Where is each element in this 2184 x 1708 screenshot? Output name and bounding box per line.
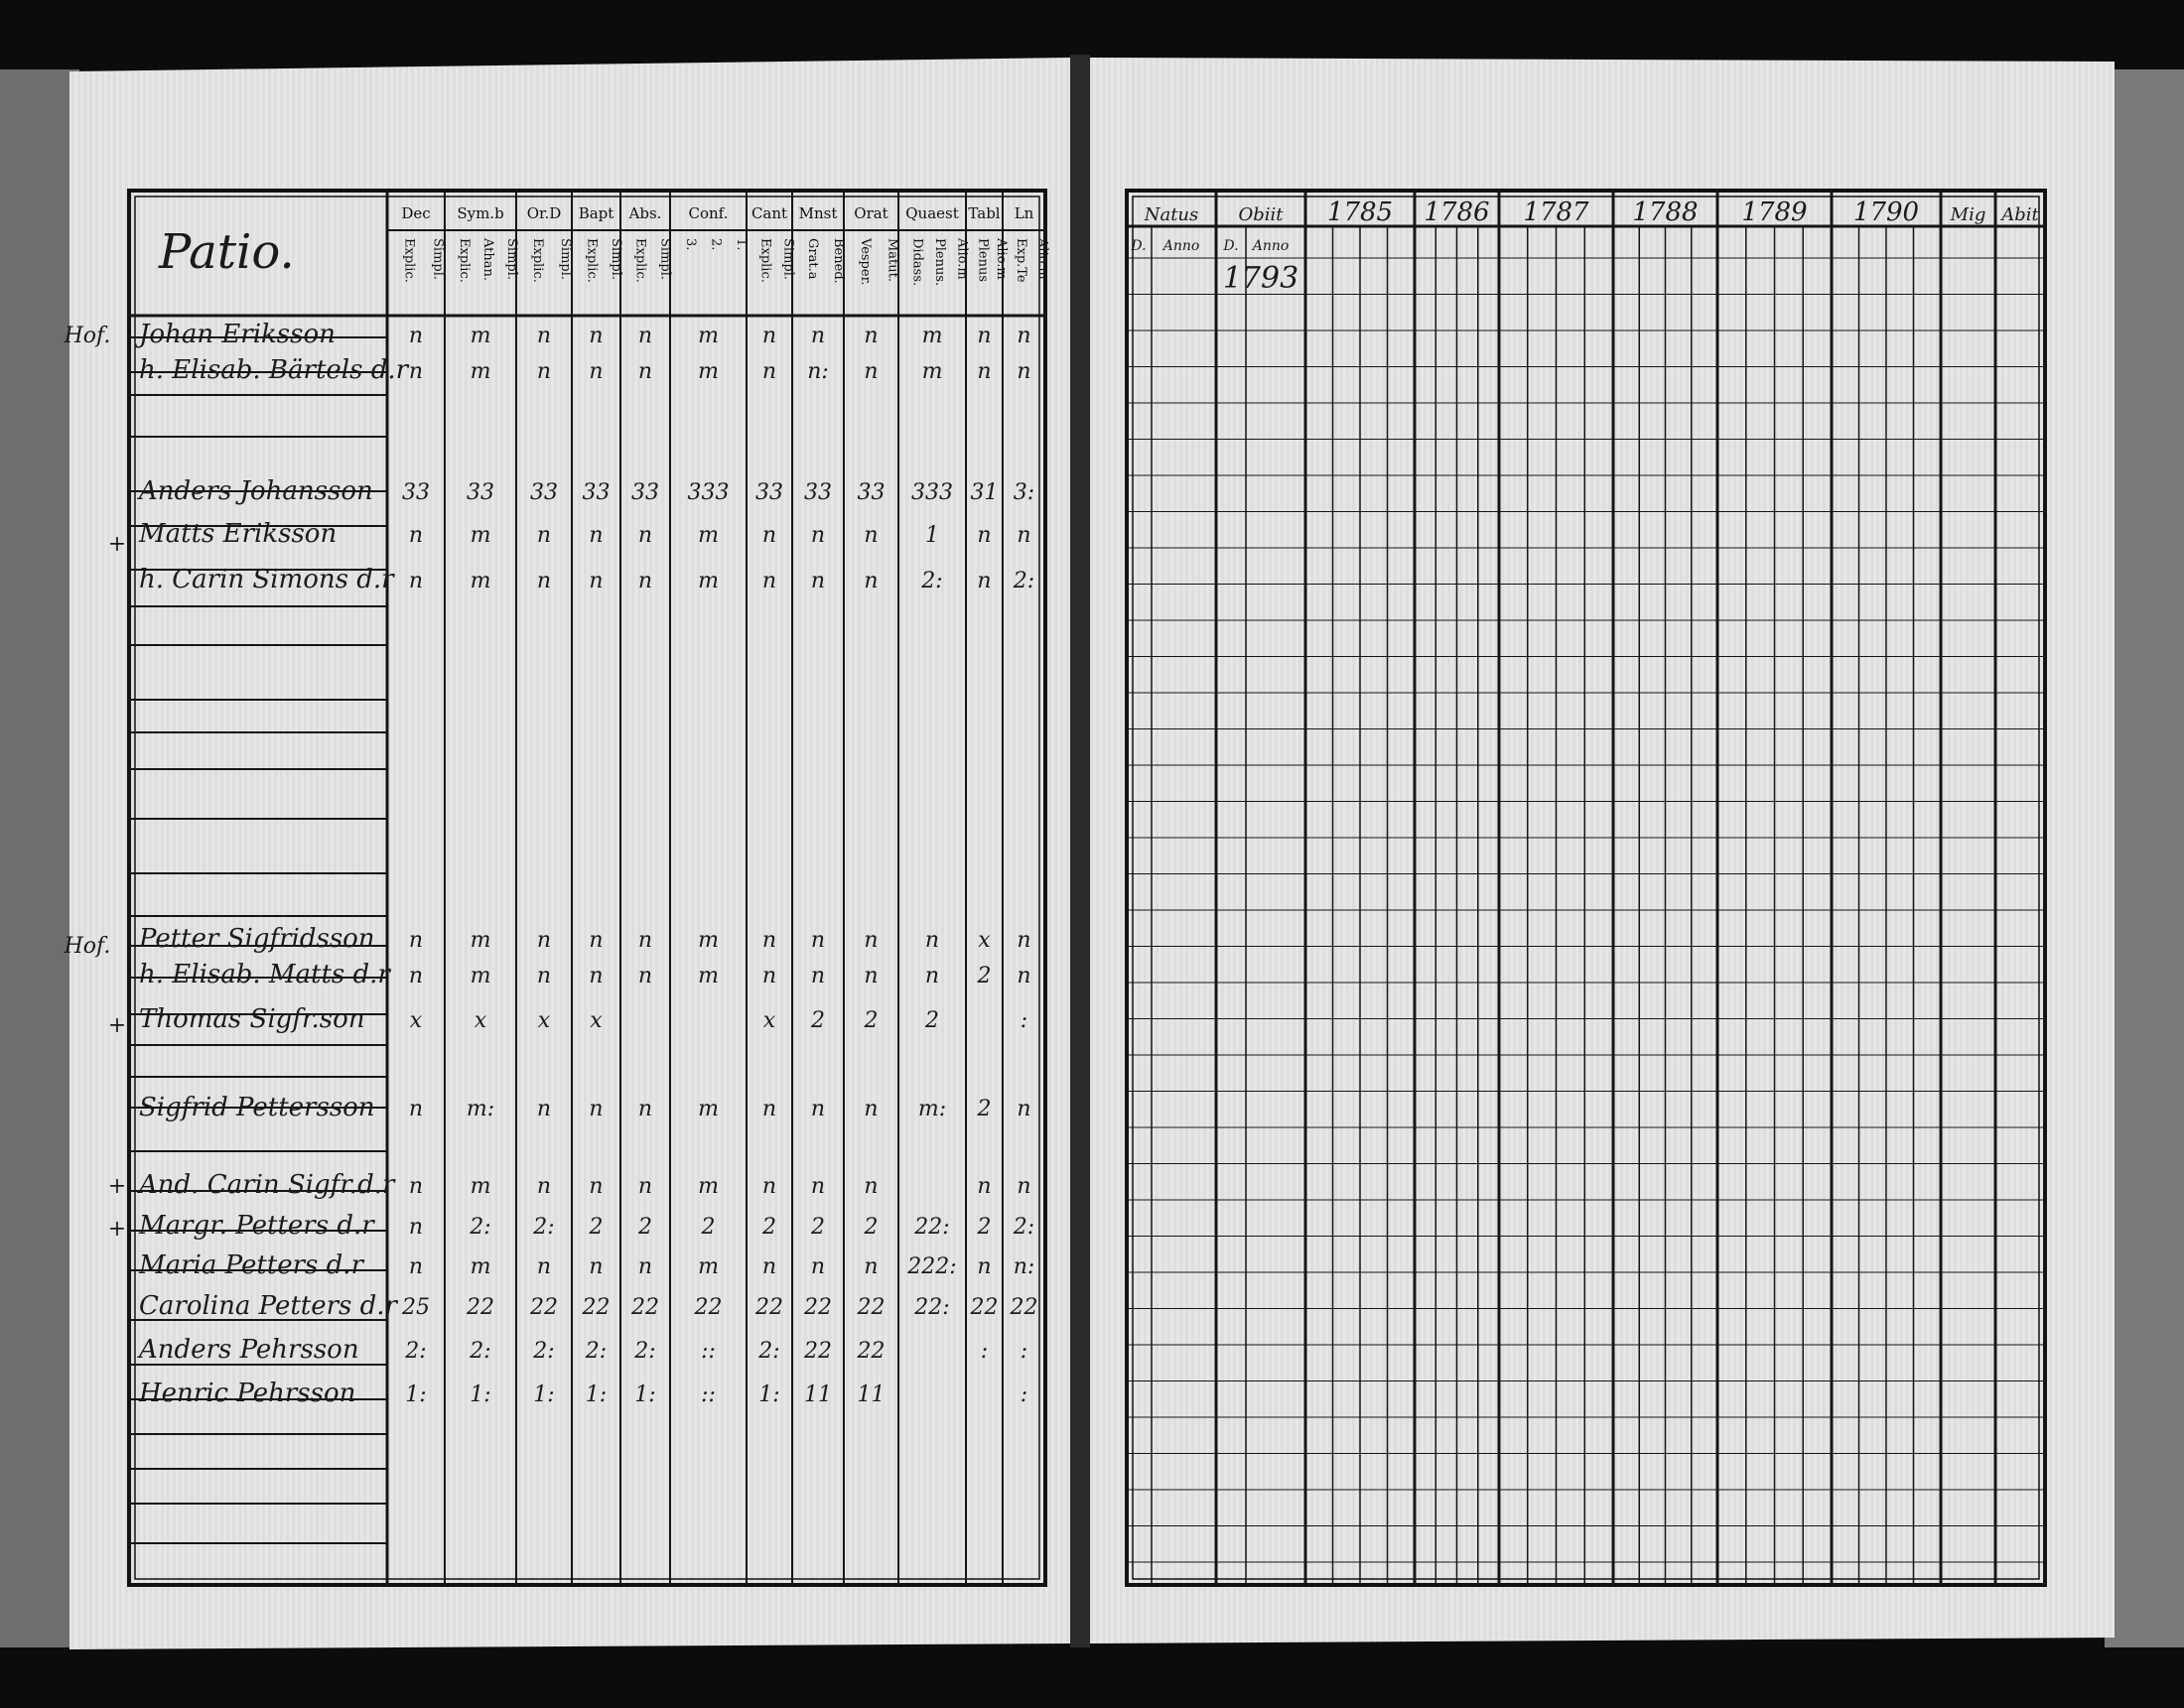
catechism-mark: n: [589, 928, 604, 953]
column-header: 1786: [1424, 197, 1490, 227]
catechism-mark: n: [810, 1174, 826, 1199]
catechism-mark: m: [470, 523, 491, 548]
catechism-mark: n: [408, 1215, 424, 1240]
catechism-mark: n: [761, 964, 777, 988]
catechism-mark: n: [977, 324, 992, 348]
catechism-mark: x: [409, 1008, 423, 1033]
column-subheader: Explic.: [401, 238, 417, 283]
catechism-mark: m: [698, 964, 719, 988]
catechism-mark: n: [536, 928, 552, 953]
catechism-mark: n: [589, 523, 604, 548]
obiit-year-note: 1793: [1222, 261, 1299, 296]
catechism-mark: n: [408, 1254, 424, 1279]
catechism-mark: 33: [755, 480, 783, 505]
left-page: [69, 58, 1070, 1649]
catechism-mark: 11: [804, 1382, 832, 1407]
catechism-mark: x: [474, 1008, 487, 1033]
catechism-mark: n: [1017, 1097, 1031, 1121]
column-subheader: Explic.: [632, 238, 648, 283]
catechism-mark: n: [1017, 359, 1031, 384]
catechism-mark: n: [637, 523, 653, 548]
catechism-mark: m: [698, 324, 719, 348]
catechism-mark: 22: [631, 1295, 659, 1320]
column-subheader: Alio.m: [993, 238, 1009, 280]
column-subheader: Explic.: [457, 238, 472, 283]
catechism-mark: n: [977, 523, 992, 548]
catechism-mark: ::: [701, 1382, 716, 1407]
column-subheader: Anno: [1162, 238, 1200, 254]
catechism-mark: n: [864, 1097, 879, 1121]
catechism-mark: 2:: [585, 1339, 608, 1364]
catechism-mark: n: [589, 964, 604, 988]
column-subheader: Plenus: [975, 238, 991, 283]
catechism-mark: n: [589, 1254, 604, 1279]
catechism-mark: 22: [582, 1295, 611, 1320]
catechism-mark: n: [536, 1174, 552, 1199]
column-subheader: Simpl.: [657, 238, 673, 281]
catechism-mark: 2:: [921, 569, 943, 593]
catechism-mark: :: [1020, 1339, 1028, 1364]
column-header: Conf.: [688, 204, 729, 222]
column-subheader: Simpl.: [504, 238, 519, 281]
catechism-mark: n: [1017, 964, 1031, 988]
catechism-mark: ::: [701, 1339, 716, 1364]
catechism-mark: 2: [977, 1215, 992, 1240]
catechism-mark: 22: [857, 1295, 886, 1320]
catechism-mark: n: [536, 1097, 552, 1121]
catechism-mark: m: [698, 928, 719, 953]
catechism-mark: 22: [694, 1295, 723, 1320]
person-name: Henric Pehrsson: [139, 1379, 356, 1408]
catechism-mark: x: [762, 1008, 776, 1033]
person-name: Thomas Sigfr.son: [139, 1004, 365, 1034]
catechism-mark: 22: [857, 1339, 886, 1364]
catechism-mark: m: [921, 359, 943, 384]
column-header: Sym.b: [457, 204, 504, 222]
catechism-mark: n: [977, 1174, 992, 1199]
catechism-mark: :: [1020, 1008, 1028, 1033]
catechism-mark: n: [761, 324, 777, 348]
catechism-mark: 3:: [1013, 480, 1035, 505]
catechism-mark: 33: [582, 480, 611, 505]
person-name: Anders Johansson: [139, 476, 373, 506]
catechism-mark: 25: [402, 1295, 430, 1320]
catechism-mark: 22:: [914, 1295, 950, 1320]
catechism-mark: 1:: [758, 1382, 780, 1407]
column-subheader: D.: [1223, 238, 1239, 254]
catechism-mark: n: [924, 928, 940, 953]
catechism-mark: n: [637, 569, 653, 593]
column-subheader: 3.: [682, 238, 698, 251]
column-header: Cant: [751, 204, 788, 222]
catechism-mark: n: [637, 964, 653, 988]
column-header: Abit: [2001, 204, 2039, 225]
catechism-mark: 2: [762, 1215, 776, 1240]
catechism-mark: m: [698, 1097, 719, 1121]
column-header: 1788: [1632, 197, 1699, 227]
column-header: Dec: [401, 204, 431, 222]
catechism-mark: n: [536, 523, 552, 548]
catechism-mark: 333: [911, 480, 953, 505]
column-subheader: Didass.: [909, 238, 925, 287]
catechism-mark: n: [408, 523, 424, 548]
catechism-mark: n: [864, 523, 879, 548]
catechism-mark: n: [761, 1254, 777, 1279]
catechism-mark: m: [698, 569, 719, 593]
catechism-mark: 2: [864, 1008, 879, 1033]
catechism-mark: 22: [467, 1295, 494, 1320]
catechism-mark: 22:: [914, 1215, 950, 1240]
catechism-mark: n: [810, 1097, 826, 1121]
catechism-mark: 22: [755, 1295, 783, 1320]
catechism-mark: 33: [402, 480, 430, 505]
catechism-mark: 1:: [533, 1382, 555, 1407]
column-subheader: Exp.Te: [1013, 238, 1028, 283]
catechism-mark: 333: [687, 480, 730, 505]
catechism-mark: n: [864, 359, 879, 384]
catechism-mark: n: [637, 1097, 653, 1121]
catechism-mark: n: [589, 359, 604, 384]
catechism-mark: 2: [811, 1215, 825, 1240]
column-header: 1790: [1852, 197, 1920, 227]
person-name: Anders Pehrsson: [139, 1335, 359, 1365]
catechism-mark: n: [408, 964, 424, 988]
column-header: Ln: [1014, 204, 1034, 222]
catechism-mark: n: [810, 523, 826, 548]
catechism-mark: n: [924, 964, 940, 988]
person-name: Maria Petters d.r: [139, 1250, 364, 1280]
catechism-mark: 1:: [634, 1382, 656, 1407]
catechism-mark: 2: [925, 1008, 939, 1033]
catechism-mark: n: [589, 324, 604, 348]
catechism-mark: n: [864, 964, 879, 988]
catechism-mark: x: [590, 1008, 603, 1033]
catechism-mark: n: [810, 964, 826, 988]
catechism-mark: 2: [589, 1215, 604, 1240]
catechism-mark: n: [408, 1174, 424, 1199]
column-header: Mig: [1950, 204, 1986, 225]
margin-note: +: [107, 1174, 127, 1199]
catechism-mark: 2:: [1013, 1215, 1035, 1240]
column-subheader: Explic.: [530, 238, 545, 283]
catechism-mark: 2: [811, 1008, 825, 1033]
catechism-mark: n: [536, 1254, 552, 1279]
column-subheader: 2.: [708, 238, 724, 251]
right-page-edge: [2105, 69, 2184, 1647]
catechism-mark: 33: [857, 480, 886, 505]
catechism-mark: n: [1017, 928, 1031, 953]
column-subheader: Alio.m: [1034, 238, 1050, 280]
catechism-mark: 31: [970, 480, 999, 505]
column-header: Abs.: [628, 204, 662, 222]
catechism-mark: 33: [530, 480, 558, 505]
person-name: h. Carin Simons d.r: [139, 565, 394, 594]
catechism-mark: 2:: [1013, 569, 1035, 593]
margin-note: +: [107, 532, 127, 557]
column-header: Orat: [854, 204, 888, 222]
catechism-mark: n: [761, 928, 777, 953]
catechism-mark: n: [864, 1254, 879, 1279]
catechism-mark: n: [637, 928, 653, 953]
catechism-mark: n: [408, 359, 424, 384]
column-subheader: Simpl.: [430, 238, 446, 281]
column-header: Bapt: [578, 204, 614, 222]
person-name: h. Elisab. Bärtels d.r: [139, 355, 409, 385]
catechism-mark: n: [864, 928, 879, 953]
catechism-mark: 1:: [585, 1382, 608, 1407]
catechism-mark: m:: [466, 1097, 495, 1121]
catechism-mark: 2:: [470, 1339, 491, 1364]
person-name: Johan Eriksson: [139, 320, 336, 349]
catechism-mark: m: [698, 1174, 719, 1199]
catechism-mark: m: [698, 523, 719, 548]
person-name: h. Elisab. Matts d.r: [139, 960, 390, 989]
catechism-mark: n: [589, 1097, 604, 1121]
catechism-mark: 2: [977, 1097, 992, 1121]
catechism-mark: n: [408, 569, 424, 593]
catechism-mark: 11: [857, 1382, 886, 1407]
column-header: Obiit: [1238, 204, 1284, 225]
column-subheader: Simpl.: [608, 238, 623, 281]
catechism-mark: 22: [970, 1295, 999, 1320]
catechism-mark: m: [470, 928, 491, 953]
catechism-mark: n: [637, 324, 653, 348]
catechism-mark: n: [810, 569, 826, 593]
catechism-mark: n: [589, 1174, 604, 1199]
column-subheader: Anno: [1252, 238, 1290, 254]
column-header: Mnst: [798, 204, 838, 222]
column-header: Quaest: [905, 204, 959, 222]
catechism-mark: n: [761, 523, 777, 548]
catechism-mark: 33: [804, 480, 832, 505]
column-subheader: Explic.: [584, 238, 600, 283]
catechism-mark: n: [536, 964, 552, 988]
catechism-mark: n: [761, 359, 777, 384]
catechism-mark: n: [408, 928, 424, 953]
catechism-mark: 2:: [405, 1339, 427, 1364]
person-name: And. Carin Sigfr.d.r: [139, 1170, 395, 1200]
catechism-mark: 222:: [907, 1254, 957, 1279]
gutter: [1070, 55, 1090, 1647]
column-subheader: Matut.: [885, 238, 900, 283]
margin-note: +: [107, 1013, 127, 1038]
left-page-edge: [0, 69, 79, 1647]
column-header: Natus: [1144, 204, 1199, 225]
catechism-mark: 22: [804, 1295, 832, 1320]
catechism-mark: 2: [701, 1215, 716, 1240]
catechism-mark: n:: [807, 359, 829, 384]
catechism-mark: m: [470, 1254, 491, 1279]
catechism-mark: m: [470, 324, 491, 348]
person-name: Margr. Petters d.r: [139, 1211, 374, 1241]
catechism-mark: n: [536, 359, 552, 384]
column-header: 1785: [1326, 197, 1394, 227]
catechism-mark: n: [637, 359, 653, 384]
catechism-mark: m: [921, 324, 943, 348]
catechism-mark: n: [408, 324, 424, 348]
catechism-mark: n: [864, 569, 879, 593]
catechism-mark: n: [977, 359, 992, 384]
column-subheader: Simpl.: [780, 238, 796, 281]
catechism-mark: :: [980, 1339, 989, 1364]
catechism-mark: m: [470, 964, 491, 988]
catechism-mark: n: [637, 1254, 653, 1279]
catechism-mark: m:: [917, 1097, 947, 1121]
catechism-mark: x: [978, 928, 991, 953]
catechism-mark: n: [761, 1097, 777, 1121]
catechism-mark: n: [536, 569, 552, 593]
catechism-mark: n: [864, 324, 879, 348]
column-subheader: D.: [1131, 238, 1147, 254]
catechism-mark: n: [810, 1254, 826, 1279]
catechism-mark: n: [408, 1097, 424, 1121]
catechism-mark: n: [637, 1174, 653, 1199]
catechism-mark: n: [1017, 1174, 1031, 1199]
person-name: Matts Eriksson: [139, 519, 338, 549]
page-title: Patio.: [159, 224, 295, 280]
catechism-mark: n:: [1013, 1254, 1035, 1279]
catechism-mark: n: [589, 569, 604, 593]
catechism-mark: n: [1017, 523, 1031, 548]
column-subheader: Alio.m: [954, 238, 970, 280]
catechism-mark: 22: [1010, 1295, 1038, 1320]
catechism-mark: n: [761, 569, 777, 593]
catechism-mark: 2: [977, 964, 992, 988]
catechism-mark: 2:: [533, 1339, 555, 1364]
column-header: 1787: [1523, 197, 1589, 227]
column-subheader: Simpl.: [558, 238, 573, 281]
catechism-mark: 33: [631, 480, 659, 505]
column-subheader: Grat.a: [805, 238, 820, 280]
column-subheader: Explic.: [757, 238, 773, 283]
person-name: Sigfrid Pettersson: [139, 1093, 375, 1122]
column-header: Or.D: [526, 204, 562, 222]
margin-note: +: [107, 1217, 127, 1242]
catechism-mark: n: [536, 324, 552, 348]
margin-note: Hof.: [64, 934, 111, 959]
catechism-mark: n: [977, 1254, 992, 1279]
catechism-mark: 1:: [405, 1382, 427, 1407]
column-subheader: Vesper.: [857, 238, 873, 286]
column-subheader: Bened.: [831, 238, 846, 284]
catechism-mark: 33: [467, 480, 494, 505]
catechism-mark: 2:: [634, 1339, 656, 1364]
catechism-mark: m: [698, 1254, 719, 1279]
catechism-mark: 2:: [533, 1215, 555, 1240]
catechism-mark: 1:: [470, 1382, 491, 1407]
catechism-mark: n: [864, 1174, 879, 1199]
catechism-mark: 2: [864, 1215, 879, 1240]
person-name: Carolina Petters d.r: [139, 1291, 397, 1321]
catechism-mark: m: [470, 359, 491, 384]
catechism-mark: 2: [638, 1215, 652, 1240]
column-subheader: Athan.: [480, 238, 495, 282]
catechism-mark: m: [470, 1174, 491, 1199]
person-name: Petter Sigfridsson: [139, 924, 375, 954]
column-header: 1789: [1741, 197, 1808, 227]
column-subheader: Plenus.: [932, 238, 947, 287]
catechism-mark: 2:: [470, 1215, 491, 1240]
column-header: Tabl: [968, 204, 1001, 222]
catechism-mark: x: [537, 1008, 551, 1033]
catechism-mark: 1: [925, 523, 939, 548]
catechism-mark: n: [761, 1174, 777, 1199]
catechism-mark: 22: [530, 1295, 558, 1320]
margin-note: Hof.: [64, 324, 111, 348]
catechism-mark: :: [1020, 1382, 1028, 1407]
catechism-mark: n: [810, 928, 826, 953]
catechism-mark: n: [1017, 324, 1031, 348]
catechism-mark: n: [810, 324, 826, 348]
catechism-mark: m: [698, 359, 719, 384]
catechism-mark: m: [470, 569, 491, 593]
catechism-mark: n: [977, 569, 992, 593]
catechism-mark: 22: [804, 1339, 832, 1364]
column-subheader: 1.: [734, 238, 750, 251]
catechism-mark: 2:: [758, 1339, 780, 1364]
